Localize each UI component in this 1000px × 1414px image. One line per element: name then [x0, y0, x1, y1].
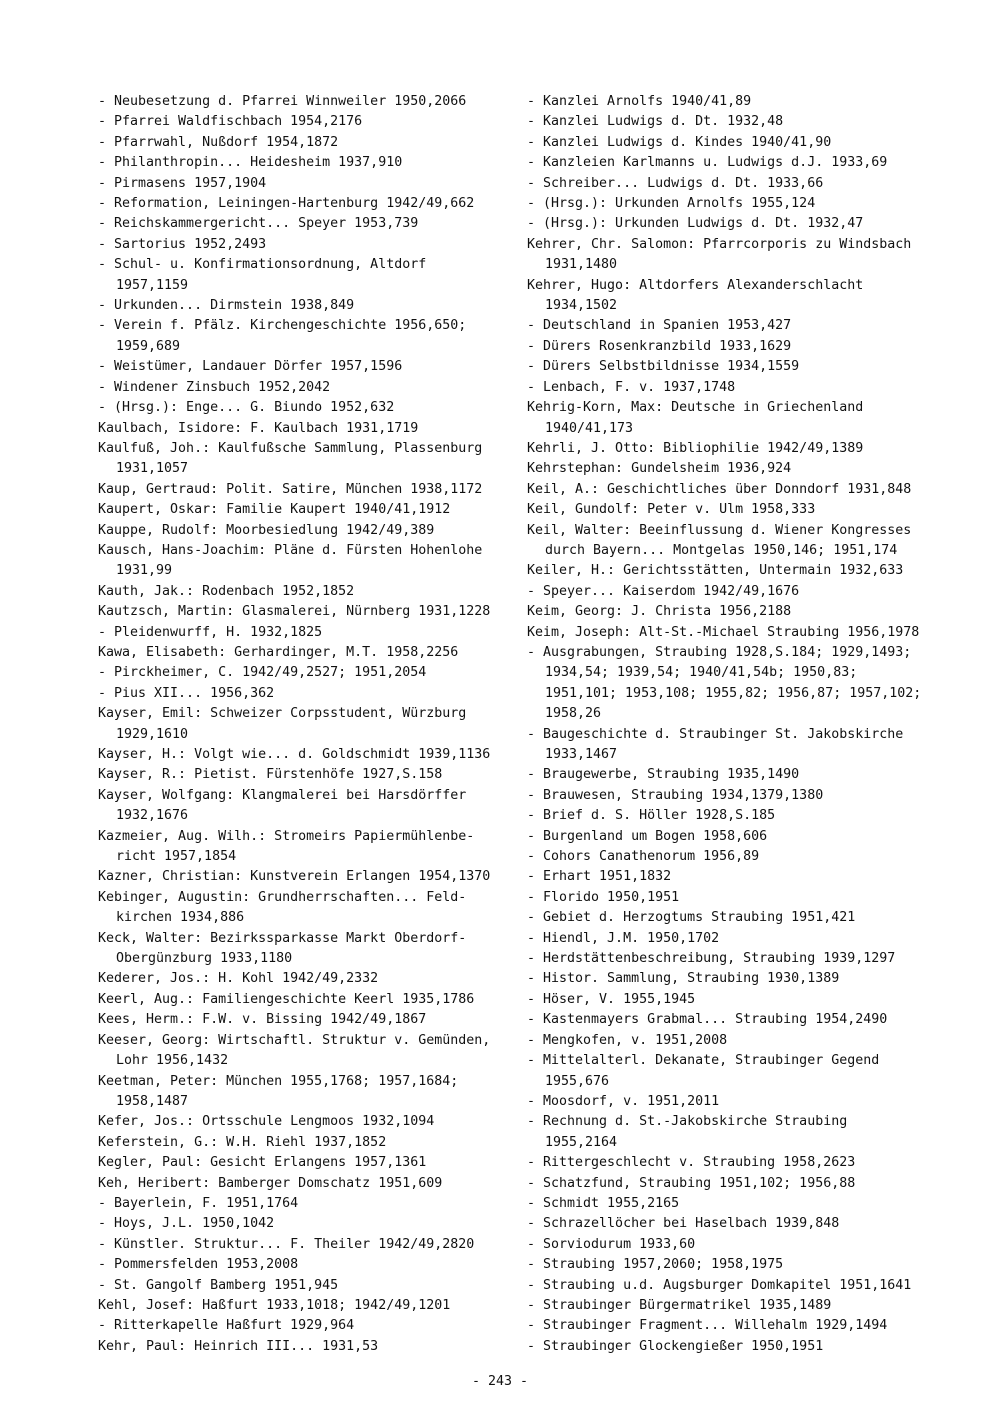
- entry-continuation-line: Obergünzburg 1933,1180: [116, 951, 293, 967]
- entry-line: Kaulfuß, Joh.: Kaulfußsche Sammlung, Plassenburg: [98, 440, 483, 456]
- entry-continuation-line: 1958,1487: [116, 1093, 189, 1109]
- index-entry: [527, 398, 947, 439]
- entry-line: - Rechnung d. St.-Jakobskirche Straubing: [527, 1114, 848, 1130]
- index-entry: [98, 827, 516, 868]
- entry-line: - Florido 1950,1951: [527, 889, 680, 905]
- index-entry: [527, 806, 947, 826]
- entry-line: Kehrig-Korn, Max: Deutsche in Griechenland: [527, 400, 864, 416]
- index-entry: [527, 602, 947, 622]
- entry-line: - Ritterkapelle Haßfurt 1929,964: [98, 1318, 355, 1334]
- index-entry: [527, 357, 947, 377]
- index-entry: [527, 623, 947, 643]
- entry-line: - Ausgrabungen, Straubing 1928,S.184; 1929,1493;: [527, 644, 912, 660]
- entry-line: - St. Gangolf Bamberg 1951,945: [98, 1277, 339, 1293]
- entry-line: - Straubinger Glockengießer 1950,1951: [527, 1338, 824, 1354]
- entry-line: - Straubinger Fragment... Willehalm 1929,1494: [527, 1318, 888, 1334]
- entry-continuation-line: 1931,1480: [545, 257, 618, 273]
- index-entry: [98, 867, 516, 887]
- entry-line: - Pommersfelden 1953,2008: [98, 1257, 299, 1273]
- index-entry: [98, 1214, 516, 1234]
- entry-line: - Pfarrwahl, Nußdorf 1954,1872: [98, 134, 339, 150]
- entry-line: - Neubesetzung d. Pfarrei Winnweiler 1950,2066: [98, 94, 467, 109]
- index-entry: [527, 276, 947, 317]
- entry-line: Keim, Joseph: Alt-St.-Michael Straubing 1956,1978: [527, 624, 920, 640]
- index-entry: [98, 582, 516, 602]
- index-entry: [98, 378, 516, 398]
- entry-line: Kehrstephan: Gundelsheim 1936,924: [527, 461, 792, 477]
- index-entry: [98, 1072, 516, 1113]
- index-entry: [98, 1174, 516, 1194]
- entry-line: - Lenbach, F. v. 1937,1748: [527, 379, 736, 395]
- entry-line: Keerl, Aug.: Familiengeschichte Keerl 1935,1786: [98, 991, 475, 1007]
- index-entry: [527, 112, 947, 132]
- entry-continuation-line: 1934,54; 1939,54; 1940/41,54b; 1950,83;: [545, 665, 858, 681]
- entry-line: Keferstein, G.: W.H. Riehl 1937,1852: [98, 1134, 387, 1150]
- index-entry: [98, 623, 516, 643]
- entry-continuation-line: 1957,1159: [116, 277, 189, 293]
- index-entry: [98, 296, 516, 316]
- index-entry: [98, 357, 516, 377]
- index-entry: [527, 990, 947, 1010]
- index-entry: [98, 255, 516, 296]
- entry-line: - Straubing 1957,2060; 1958,1975: [527, 1257, 784, 1273]
- index-entry: [527, 133, 947, 153]
- index-entry: [527, 1276, 947, 1296]
- index-entry: [527, 316, 947, 336]
- index-entry: [98, 1112, 516, 1132]
- index-entry: [98, 174, 516, 194]
- entry-line: Kaupert, Oskar: Familie Kaupert 1940/41,1912: [98, 502, 451, 518]
- index-entry: [527, 1316, 947, 1336]
- index-entry: [527, 235, 947, 276]
- entry-line: - Schrazellöcher bei Haselbach 1939,848: [527, 1216, 840, 1232]
- entry-line: - Brief d. S. Höller 1928,S.185: [527, 808, 776, 824]
- index-entry: [98, 602, 516, 622]
- index-entry: [98, 1031, 516, 1072]
- entry-line: - Höser, V. 1955,1945: [527, 991, 696, 1007]
- entry-line: Kaup, Gertraud: Polit. Satire, München 1938,1172: [98, 481, 483, 497]
- entry-line: - Kanzlei Ludwigs d. Dt. 1932,48: [527, 114, 784, 130]
- index-entry: [98, 929, 516, 970]
- entry-line: - Verein f. Pfälz. Kirchengeschichte 1956,650;: [98, 318, 467, 334]
- index-entry: [527, 1174, 947, 1194]
- index-entry: [98, 1337, 516, 1357]
- index-entry: [98, 214, 516, 234]
- index-entry: [527, 521, 947, 562]
- entry-continuation-line: 1932,1676: [116, 808, 189, 824]
- entry-line: - Schreiber... Ludwigs d. Dt. 1933,66: [527, 175, 824, 191]
- index-entry: [98, 1316, 516, 1336]
- entry-line: - (Hrsg.): Enge... G. Biundo 1952,632: [98, 400, 395, 416]
- index-entry: [98, 786, 516, 827]
- entry-continuation-line: durch Bayern... Montgelas 1950,146; 1951,174: [545, 542, 898, 558]
- index-entry: [527, 582, 947, 602]
- entry-line: - Moosdorf, v. 1951,2011: [527, 1093, 720, 1109]
- entry-continuation-line: 1959,689: [116, 338, 181, 354]
- index-entry: [527, 378, 947, 398]
- entry-line: Kehrli, J. Otto: Bibliophilie 1942/49,1389: [527, 440, 864, 456]
- index-entry: [98, 1255, 516, 1275]
- index-entry: [527, 1031, 947, 1051]
- index-entry: [527, 92, 947, 112]
- entry-line: - Pius XII... 1956,362: [98, 685, 275, 701]
- index-entry: [98, 765, 516, 785]
- entry-line: - Herdstättenbeschreibung, Straubing 1939,1297: [527, 951, 896, 967]
- index-entry: [527, 1051, 947, 1092]
- entry-line: - Braugewerbe, Straubing 1935,1490: [527, 767, 800, 783]
- entry-line: - Straubinger Bürgermatrikel 1935,1489: [527, 1297, 832, 1313]
- entry-line: - Burgenland um Bogen 1958,606: [527, 828, 768, 844]
- index-entry: [527, 827, 947, 847]
- entry-line: - Kastenmayers Grabmal... Straubing 1954,2490: [527, 1012, 888, 1028]
- entry-line: Keck, Walter: Bezirkssparkasse Markt Oberdorf-: [98, 930, 467, 946]
- entry-line: - Histor. Sammlung, Straubing 1930,1389: [527, 971, 840, 987]
- entry-line: Kauth, Jak.: Rodenbach 1952,1852: [98, 583, 355, 599]
- entry-continuation-line: 1955,676: [545, 1073, 610, 1089]
- entry-line: - Kanzlei Arnolfs 1940/41,89: [527, 94, 752, 109]
- entry-line: Kazmeier, Aug. Wilh.: Stromeirs Papiermühlenbe-: [98, 828, 475, 844]
- entry-line: - Hoys, J.L. 1950,1042: [98, 1216, 275, 1232]
- entry-continuation-line: 1940/41,173: [545, 420, 634, 436]
- entry-continuation-line: kirchen 1934,886: [116, 910, 245, 926]
- entry-line: Kayser, H.: Volgt wie... d. Goldschmidt 1939,1136: [98, 747, 491, 762]
- entry-line: Keh, Heribert: Bamberger Domschatz 1951,609: [98, 1175, 443, 1191]
- entry-line: - Urkunden... Dirmstein 1938,849: [98, 298, 355, 314]
- entry-continuation-line: Lohr 1956,1432: [116, 1053, 229, 1069]
- index-entry: [527, 888, 947, 908]
- index-entry: [527, 1235, 947, 1255]
- entry-line: Kaulbach, Isidore: F. Kaulbach 1931,1719: [98, 420, 419, 436]
- index-entry: [527, 786, 947, 806]
- index-entry: [98, 153, 516, 173]
- index-entry: [527, 439, 947, 459]
- left-column: [98, 92, 516, 1357]
- index-entry: [98, 500, 516, 520]
- index-entry: [527, 1214, 947, 1234]
- entry-line: - Hiendl, J.M. 1950,1702: [527, 930, 720, 946]
- entry-line: - Pfarrei Waldfischbach 1954,2176: [98, 114, 363, 130]
- entry-line: - (Hrsg.): Urkunden Arnolfs 1955,124: [527, 196, 816, 212]
- entry-line: - Bayerlein, F. 1951,1764: [98, 1195, 299, 1211]
- entry-line: Keil, Gundolf: Peter v. Ulm 1958,333: [527, 502, 816, 518]
- index-entry: [98, 1235, 516, 1255]
- index-entry: [98, 439, 516, 480]
- index-entry: [527, 969, 947, 989]
- entry-continuation-line: 1929,1610: [116, 726, 189, 742]
- entry-line: - Schatzfund, Straubing 1951,102; 1956,88: [527, 1175, 856, 1191]
- entry-line: - Reformation, Leiningen-Hartenburg 1942/49,662: [98, 196, 475, 212]
- index-entry: [98, 521, 516, 541]
- entry-line: Keiler, H.: Gerichtsstätten, Untermain 1932,633: [527, 563, 904, 579]
- entry-line: - Sartorius 1952,2493: [98, 236, 267, 252]
- index-entry: [98, 684, 516, 704]
- entry-continuation-line: richt 1957,1854: [116, 849, 237, 865]
- entry-line: Kefer, Jos.: Ortsschule Lengmoos 1932,1094: [98, 1114, 435, 1130]
- index-entry: [98, 1010, 516, 1030]
- index-entry: [98, 235, 516, 255]
- entry-line: - Philanthropin... Heidesheim 1937,910: [98, 155, 403, 171]
- entry-line: Keeser, Georg: Wirtschaftl. Struktur v. Gemünden,: [98, 1032, 491, 1048]
- index-entry: [527, 214, 947, 234]
- index-entry: [527, 1194, 947, 1214]
- index-entry: [527, 174, 947, 194]
- index-entry: [98, 112, 516, 132]
- entry-continuation-line: 1955,2164: [545, 1134, 618, 1150]
- entry-line: - Sorviodurum 1933,60: [527, 1236, 696, 1252]
- entry-line: Kausch, Hans-Joachim: Pläne d. Fürsten Hohenlohe: [98, 542, 483, 558]
- entry-continuation-line: 1934,1502: [545, 298, 618, 314]
- entry-line: - Brauwesen, Straubing 1934,1379,1380: [527, 787, 824, 803]
- entry-line: Kautzsch, Martin: Glasmalerei, Nürnberg 1931,1228: [98, 604, 491, 620]
- index-entry: [98, 398, 516, 418]
- entry-continuation-line: 1933,1467: [545, 747, 618, 762]
- entry-line: Kayser, Emil: Schweizer Corpsstudent, Würzburg: [98, 706, 467, 722]
- index-entry: [527, 480, 947, 500]
- entry-line: - Speyer... Kaiserdom 1942/49,1676: [527, 583, 800, 599]
- index-entry: [98, 541, 516, 582]
- entry-line: - Kanzleien Karlmanns u. Ludwigs d.J. 1933,69: [527, 155, 888, 171]
- entry-line: Kauppe, Rudolf: Moorbesiedlung 1942/49,389: [98, 522, 435, 538]
- index-entry: [98, 194, 516, 214]
- entry-continuation-line: 1958,26: [545, 706, 602, 722]
- index-entry: [98, 133, 516, 153]
- index-entry: [98, 643, 516, 663]
- index-entry: [527, 1092, 947, 1112]
- entry-line: Keim, Georg: J. Christa 1956,2188: [527, 604, 792, 620]
- entry-continuation-line: 1931,1057: [116, 461, 189, 477]
- entry-line: - Baugeschichte d. Straubinger St. Jakobskirche: [527, 726, 904, 742]
- entry-line: Kazner, Christian: Kunstverein Erlangen 1954,1370: [98, 869, 491, 885]
- index-entry: [527, 194, 947, 214]
- entry-line: - (Hrsg.): Urkunden Ludwigs d. Dt. 1932,47: [527, 216, 864, 232]
- entry-continuation-line: 1931,99: [116, 563, 173, 579]
- index-entry: [98, 888, 516, 929]
- entry-line: Kayser, Wolfgang: Klangmalerei bei Harsdörffer: [98, 787, 467, 803]
- index-entry: [527, 643, 947, 725]
- index-entry: [527, 153, 947, 173]
- right-column: [527, 92, 947, 1357]
- entry-line: Kehrer, Chr. Salomon: Pfarrcorporis zu Windsbach: [527, 236, 912, 252]
- entry-line: - Windener Zinsbuch 1952,2042: [98, 379, 331, 395]
- entry-line: Kehr, Paul: Heinrich III... 1931,53: [98, 1338, 379, 1354]
- index-entry: [98, 1296, 516, 1316]
- entry-line: - Dürers Rosenkranzbild 1933,1629: [527, 338, 792, 354]
- index-entry: [527, 725, 947, 766]
- index-entry: [98, 1153, 516, 1173]
- entry-line: - Pirckheimer, C. 1942/49,2527; 1951,2054: [98, 665, 427, 681]
- index-entry: [98, 969, 516, 989]
- entry-line: - Cohors Canathenorum 1956,89: [527, 849, 760, 865]
- entry-line: Kebinger, Augustin: Grundherrschaften... Feld-: [98, 889, 467, 905]
- entry-line: - Reichskammergericht... Speyer 1953,739: [98, 216, 419, 232]
- index-entry: [98, 480, 516, 500]
- entry-line: - Erhart 1951,1832: [527, 869, 672, 885]
- entry-line: - Künstler. Struktur... F. Theiler 1942/49,2820: [98, 1236, 475, 1252]
- index-entry: [98, 1194, 516, 1214]
- entry-line: Keil, A.: Geschichtliches über Donndorf 1931,848: [527, 481, 912, 497]
- index-entry: [527, 867, 947, 887]
- index-entry: [527, 561, 947, 581]
- entry-line: - Deutschland in Spanien 1953,427: [527, 318, 792, 334]
- entry-line: - Kanzlei Ludwigs d. Kindes 1940/41,90: [527, 134, 832, 150]
- index-entry: [527, 765, 947, 785]
- entry-line: - Pirmasens 1957,1904: [98, 175, 267, 191]
- index-entry: [527, 908, 947, 928]
- entry-line: Keetman, Peter: München 1955,1768; 1957,1684;: [98, 1073, 459, 1089]
- index-entry: [527, 949, 947, 969]
- index-entry: [527, 929, 947, 949]
- index-entry: [98, 745, 516, 765]
- entry-line: Kehrer, Hugo: Altdorfers Alexanderschlacht: [527, 277, 864, 293]
- entry-line: - Pleidenwurff, H. 1932,1825: [98, 624, 323, 640]
- index-entry: [527, 337, 947, 357]
- index-entry: [98, 92, 516, 112]
- entry-continuation-line: 1951,101; 1953,108; 1955,82; 1956,87; 1957,102;: [545, 685, 922, 701]
- index-entry: [98, 704, 516, 745]
- entry-line: Keil, Walter: Beeinflussung d. Wiener Kongresses: [527, 522, 912, 538]
- entry-line: - Weistümer, Landauer Dörfer 1957,1596: [98, 359, 403, 375]
- index-entry: [527, 847, 947, 867]
- index-entry: [527, 1010, 947, 1030]
- index-entry: [98, 1276, 516, 1296]
- index-entry: [527, 1153, 947, 1173]
- index-entry: [98, 1133, 516, 1153]
- entry-line: - Mittelalterl. Dekanate, Straubinger Gegend: [527, 1053, 880, 1069]
- entry-line: Kehl, Josef: Haßfurt 1933,1018; 1942/49,1201: [98, 1297, 451, 1313]
- entry-line: - Gebiet d. Herzogtums Straubing 1951,421: [527, 910, 856, 926]
- entry-line: - Rittergeschlecht v. Straubing 1958,2623: [527, 1155, 856, 1171]
- entry-line: Kederer, Jos.: H. Kohl 1942/49,2332: [98, 971, 379, 987]
- entry-line: Kawa, Elisabeth: Gerhardinger, M.T. 1958,2256: [98, 644, 459, 660]
- entry-line: - Straubing u.d. Augsburger Domkapitel 1951,1641: [527, 1277, 912, 1293]
- index-entry: [527, 1337, 947, 1357]
- entry-line: Kees, Herm.: F.W. v. Bissing 1942/49,1867: [98, 1012, 427, 1028]
- index-entry: [527, 1255, 947, 1275]
- index-entry: [527, 1112, 947, 1153]
- index-entry: [98, 663, 516, 683]
- entry-line: - Schmidt 1955,2165: [527, 1195, 680, 1211]
- page-number: - 243 -: [471, 1374, 529, 1389]
- entry-line: - Schul- u. Konfirmationsordnung, Altdorf: [98, 257, 427, 273]
- entry-line: - Mengkofen, v. 1951,2008: [527, 1032, 728, 1048]
- index-entry: [98, 419, 516, 439]
- entry-line: Kegler, Paul: Gesicht Erlangens 1957,1361: [98, 1155, 427, 1171]
- index-entry: [98, 990, 516, 1010]
- index-entry: [527, 1296, 947, 1316]
- entry-line: - Dürers Selbstbildnisse 1934,1559: [527, 359, 800, 375]
- index-entry: [527, 459, 947, 479]
- index-entry: [527, 500, 947, 520]
- index-entry: [98, 316, 516, 357]
- entry-line: Kayser, R.: Pietist. Fürstenhöfe 1927,S.158: [98, 767, 443, 783]
